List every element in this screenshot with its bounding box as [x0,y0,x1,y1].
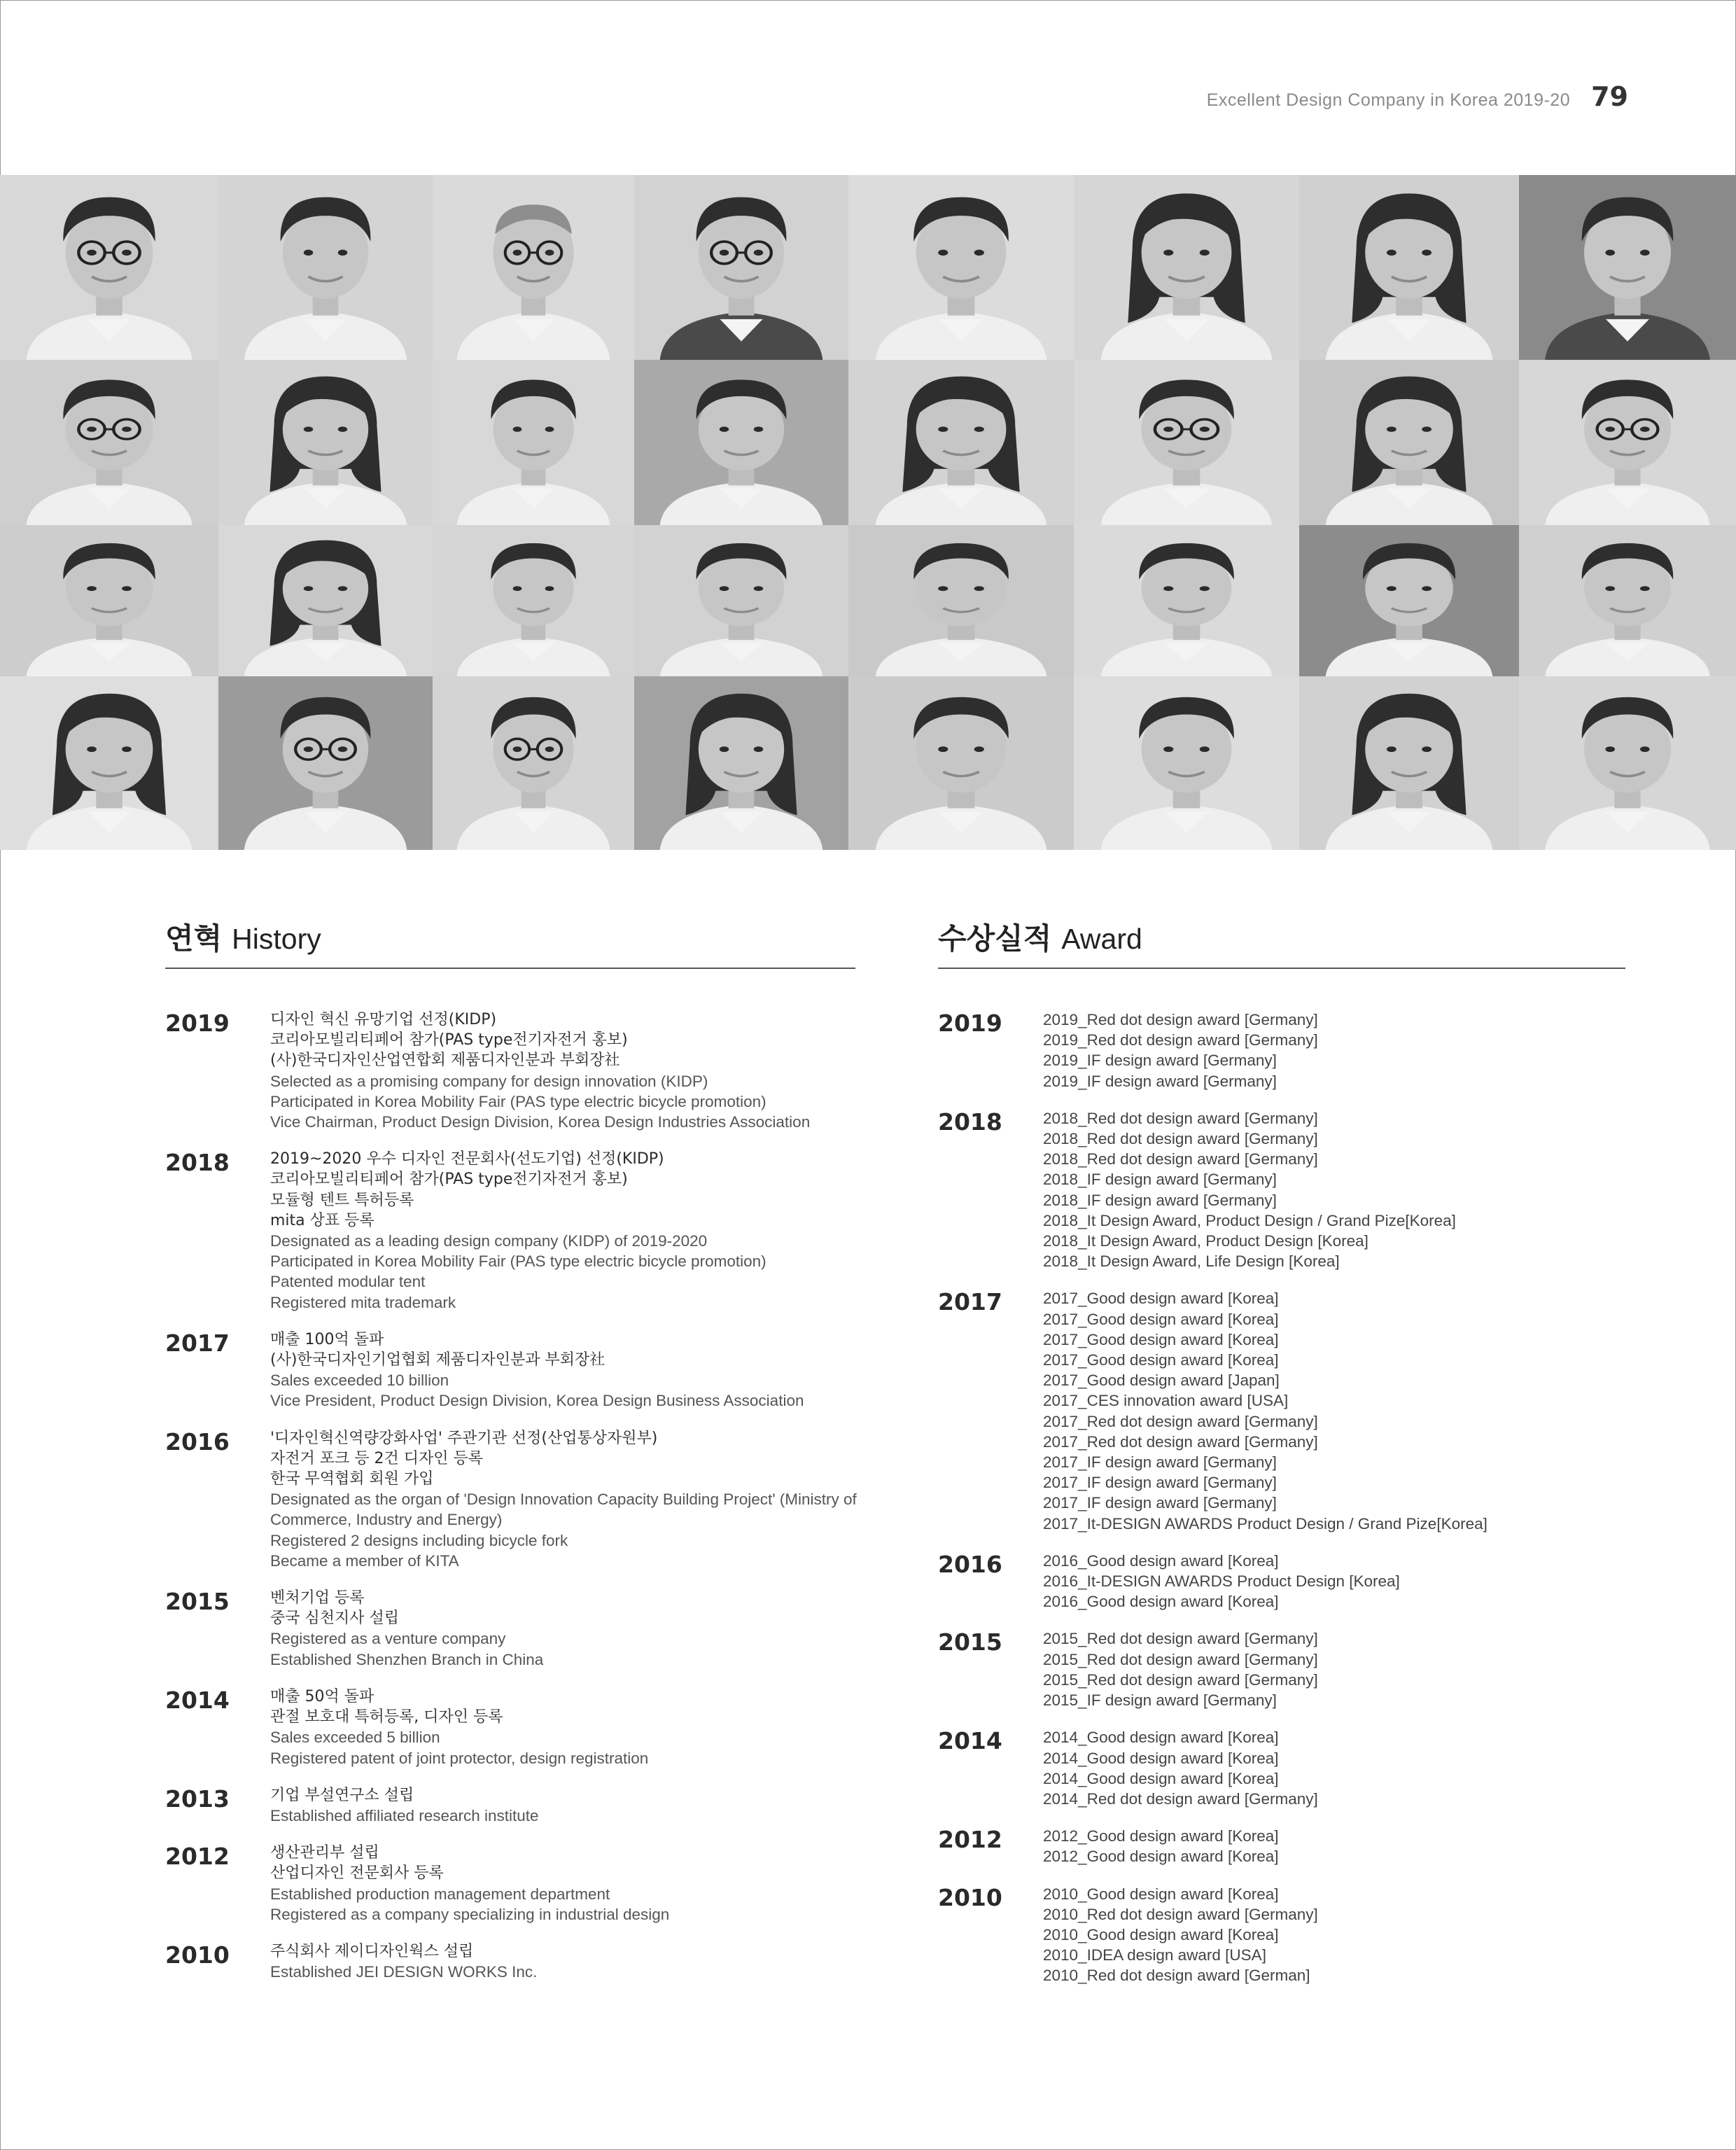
history-item-en: Became a member of KITA [270,1551,459,1570]
award-year: 2014 [938,1727,1002,1755]
award-item: 2017_IF design award [Germany] [1043,1474,1277,1492]
staff-portrait [218,175,433,360]
staff-portrait [1299,525,1519,676]
staff-portrait [1519,175,1736,360]
award-item: 2014_Good design award [Korea] [1043,1729,1279,1747]
history-item-ko: 생산관리부 설립 [270,1844,379,1862]
award-item: 2019_IF design award [Germany] [1043,1072,1277,1090]
staff-portrait [1299,360,1519,525]
award-item: 2018_Red dot design award [Germany] [1043,1130,1318,1148]
staff-portrait [634,676,848,850]
history-item-ko: (사)한국디자인산업연합회 제품디자인분과 부회장社 [270,1052,620,1070]
award-item: 2017_Good design award [Korea] [1043,1290,1279,1308]
award-item: 2017_IF design award [Germany] [1043,1453,1277,1472]
award-item: 2017_Red dot design award [Germany] [1043,1412,1318,1430]
award-entry [938,1727,1631,1809]
history-item-ko: 매출 50억 돌파 [270,1687,374,1705]
award-entry [938,1288,1631,1533]
history-item-ko: 관절 보호대 특허등록, 디자인 등록 [270,1708,503,1726]
staff-portrait [218,525,433,676]
history-item-en: Registered 2 designs including bicycle fork [270,1531,568,1549]
staff-portrait [1074,175,1299,360]
staff-portrait [1299,676,1519,850]
staff-portrait [0,175,218,360]
history-item-en: Registered patent of joint protector, design registration [270,1749,649,1767]
staff-portrait [433,360,634,525]
history-entry [165,1329,858,1411]
history-entry [165,1687,858,1768]
history-item-en: Designated as a leading design company (KIDP) of 2019-2020 [270,1232,708,1250]
award-title-ko: 수상실적 [938,921,1052,956]
history-year: 2018 [165,1149,230,1177]
award-item: 2018_Red dot design award [Germany] [1043,1109,1318,1127]
history-entry [165,1843,858,1925]
history-item-en: Established JEI DESIGN WORKS Inc. [270,1963,538,1981]
history-year: 2010 [165,1941,230,1969]
staff-portrait [1074,360,1299,525]
history-item-ko: 모듈형 텐트 특허등록 [270,1191,414,1209]
page-number: 79 [1591,81,1628,112]
award-year: 2016 [938,1550,1002,1578]
history-title-ko: 연혁 [165,921,223,956]
history-entry [165,1785,858,1826]
award-item: 2019_Red dot design award [Germany] [1043,1031,1318,1049]
award-divider [938,968,1625,969]
award-item: 2014_Good design award [Korea] [1043,1749,1279,1767]
award-item: 2017_Good design award [Japan] [1043,1371,1280,1390]
staff-portrait [1519,676,1736,850]
award-item: 2018_Red dot design award [Germany] [1043,1150,1318,1168]
staff-portrait [0,360,218,525]
history-year: 2015 [165,1588,230,1616]
award-entry [938,1826,1631,1866]
history-item-en: Vice Chairman, Product Design Division, Korea Design Industries Association [270,1113,811,1131]
history-item-ko: mita 상표 등록 [270,1211,374,1229]
staff-portrait [634,525,848,676]
history-entry [165,1010,858,1132]
award-item: 2017_Good design award [Korea] [1043,1351,1279,1369]
staff-portrait [433,525,634,676]
history-year: 2012 [165,1843,230,1871]
award-entry [938,1628,1631,1710]
history-item-ko: (사)한국디자인기업협회 제품디자인분과 부회장社 [270,1351,606,1369]
history-year: 2017 [165,1329,230,1357]
history-item-ko: 기업 부설연구소 설립 [270,1786,414,1804]
award-item: 2016_It-DESIGN AWARDS Product Design [Korea] [1043,1572,1400,1591]
staff-portrait [433,175,634,360]
award-item: 2010_IDEA design award [USA] [1043,1946,1266,1964]
history-entry [165,1428,858,1571]
history-item-en: Sales exceeded 10 billion [270,1371,449,1390]
history-item-ko: '디자인혁신역량강화사업' 주관기관 선정(산업통상자원부) [270,1429,658,1447]
history-item-ko: 2019~2020 우수 디자인 전문회사(선도기업) 선정(KIDP) [270,1150,664,1168]
award-entry [938,1551,1631,1612]
history-item-en: Selected as a promising company for design innovation (KIDP) [270,1072,708,1090]
award-item: 2015_Red dot design award [Germany] [1043,1670,1318,1689]
history-year: 2016 [165,1427,230,1456]
page-header [1207,81,1628,112]
award-item: 2016_Good design award [Korea] [1043,1551,1279,1570]
staff-portrait [848,360,1074,525]
history-item-en: Patented modular tent [270,1273,426,1291]
award-title-en: Award [1061,923,1142,955]
running-title: Excellent Design Company in Korea 2019-20 [1206,90,1571,110]
history-year: 2013 [165,1785,230,1813]
award-item: 2019_Red dot design award [Germany] [1043,1011,1318,1028]
history-item-ko: 코리아모빌리티페어 참가(PAS type전기자전거 홍보) [270,1031,628,1049]
history-item-ko: 주식회사 제이디자인웍스 설립 [270,1942,474,1960]
award-item: 2017_Red dot design award [Germany] [1043,1432,1318,1451]
history-item-ko: 코리아모빌리티페어 참가(PAS type전기자전거 홍보) [270,1171,628,1189]
staff-portrait [848,676,1074,850]
history-entry [165,1941,858,1982]
award-item: 2018_IF design award [Germany] [1043,1171,1277,1189]
award-year: 2010 [938,1883,1002,1911]
award-year: 2019 [938,1010,1002,1037]
staff-portrait [634,360,848,525]
award-item: 2010_Good design award [Korea] [1043,1885,1279,1903]
award-item: 2016_Good design award [Korea] [1043,1593,1279,1611]
award-item: 2010_Red dot design award [Germany] [1043,1905,1318,1923]
award-year: 2012 [938,1826,1002,1854]
history-item-en: Participated in Korea Mobility Fair (PAS type electric bicycle promotion) [270,1252,766,1271]
staff-portrait [0,525,218,676]
history-item-ko: 벤처기업 등록 [270,1589,365,1607]
award-item: 2010_Good design award [Korea] [1043,1925,1279,1943]
staff-portrait [0,676,218,850]
award-item: 2012_Good design award [Korea] [1043,1827,1279,1845]
award-item: 2012_Good design award [Korea] [1043,1848,1279,1866]
award-item: 2018_It Design Award, Product Design [Korea] [1043,1232,1368,1250]
award-item: 2018_IF design award [Germany] [1043,1191,1277,1209]
award-item: 2017_CES innovation award [USA] [1043,1392,1289,1410]
award-item: 2019_IF design award [Germany] [1043,1052,1277,1070]
staff-portrait [1074,525,1299,676]
award-item: 2018_It Design Award, Life Design [Korea] [1043,1252,1340,1271]
history-year: 2019 [165,1010,230,1037]
award-item: 2014_Good design award [Korea] [1043,1769,1279,1787]
history-item-ko: 한국 무역협회 회원 가입 [270,1470,434,1488]
history-heading [165,916,321,958]
staff-portrait [634,175,848,360]
history-item-en: Established affiliated research institute [270,1806,539,1824]
award-entry [938,1108,1631,1272]
history-item-ko: 중국 심천지사 설립 [270,1610,400,1628]
award-list [938,1010,1631,2003]
history-title-en: History [232,923,321,955]
history-divider [165,968,855,969]
history-item-en: Vice President, Product Design Division, Korea Design Business Association [270,1392,804,1410]
history-item-en: Sales exceeded 5 billion [270,1729,440,1747]
history-year: 2014 [165,1686,230,1714]
award-item: 2015_Red dot design award [Germany] [1043,1650,1318,1668]
history-list [165,1010,858,1999]
award-entry [938,1010,1631,1091]
history-item-ko: 디자인 혁신 유망기업 선정(KIDP) [270,1011,497,1028]
staff-portrait [1299,175,1519,360]
history-item-en: Registered as a company specializing in industrial design [270,1905,670,1923]
award-item: 2014_Red dot design award [Germany] [1043,1789,1318,1808]
staff-portrait [218,676,433,850]
staff-portrait [218,360,433,525]
history-item-ko: 산업디자인 전문회사 등록 [270,1864,444,1883]
history-item-en: Participated in Korea Mobility Fair (PAS type electric bicycle promotion) [270,1092,766,1110]
staff-portrait-grid [0,175,1736,850]
history-entry [165,1149,858,1313]
award-item: 2017_Good design award [Korea] [1043,1330,1279,1348]
award-heading [938,916,1142,958]
staff-portrait [433,676,634,850]
history-entry [165,1588,858,1670]
award-year: 2017 [938,1288,1002,1316]
staff-portrait [848,525,1074,676]
staff-portrait [1519,360,1736,525]
history-item-ko: 자전거 포크 등 2건 디자인 등록 [270,1449,483,1467]
award-year: 2018 [938,1108,1002,1136]
award-entry [938,1884,1631,1986]
award-item: 2018_It Design Award, Product Design / Grand Pize[Korea] [1043,1211,1456,1229]
staff-portrait [1074,676,1299,850]
award-item: 2015_Red dot design award [Germany] [1043,1630,1318,1648]
history-item-ko: 매출 100억 돌파 [270,1330,384,1348]
staff-portrait [1519,525,1736,676]
history-item-en: Registered as a venture company [270,1630,506,1648]
award-item: 2017_IF design award [Germany] [1043,1494,1277,1512]
staff-portrait [848,175,1074,360]
award-item: 2010_Red dot design award [German] [1043,1967,1310,1985]
award-item: 2017_It-DESIGN AWARDS Product Design / Grand Pize[Korea] [1043,1514,1488,1533]
history-item-en: Designated as the organ of 'Design Innovation Capacity Building Project' (Ministry of Commerce, Industry and Energy) [270,1491,857,1529]
history-item-en: Established production management department [270,1885,610,1903]
award-year: 2015 [938,1628,1002,1656]
history-item-en: Registered mita trademark [270,1293,456,1311]
award-item: 2015_IF design award [Germany] [1043,1691,1277,1710]
award-item: 2017_Good design award [Korea] [1043,1310,1279,1328]
history-item-en: Established Shenzhen Branch in China [270,1650,544,1668]
